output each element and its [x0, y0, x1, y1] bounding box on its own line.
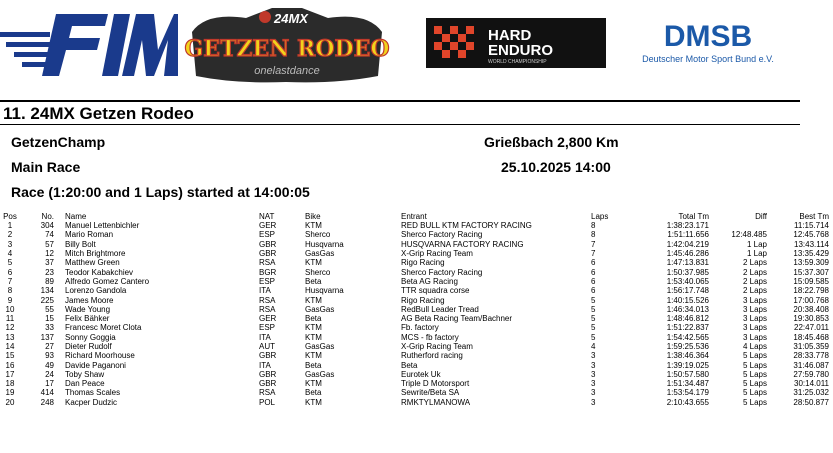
cell-bike: Sherco — [305, 230, 331, 240]
cell-bike: Husqvarna — [305, 239, 344, 249]
cell-laps: 6 — [591, 267, 596, 277]
cell-entrant: Rutherford racing — [401, 351, 463, 361]
cell-total-time: 2:10:43.655 — [666, 397, 709, 407]
col-header-name: Name — [65, 211, 87, 221]
cell-no: 93 — [45, 351, 54, 361]
cell-best-time: 13:59.309 — [793, 258, 829, 268]
cell-name: Toby Shaw — [65, 369, 105, 379]
cell-entrant: RedBull Leader Tread — [401, 304, 479, 314]
hard-enduro-logo — [426, 18, 606, 68]
cell-nat: ESP — [259, 276, 276, 286]
cell-no: 24 — [45, 369, 54, 379]
cell-bike: KTM — [305, 295, 322, 305]
cell-name: Sonny Goggia — [65, 332, 116, 342]
cell-diff: 5 Laps — [742, 379, 767, 389]
svg-text:GETZEN RODEO: GETZEN RODEO — [184, 36, 390, 62]
cell-best-time: 13:35.429 — [793, 249, 829, 259]
cell-best-time: 31:05.359 — [793, 342, 829, 351]
cell-best-time: 12:45.768 — [793, 230, 829, 240]
table-row — [0, 305, 833, 314]
cell-entrant: X-Grip Racing Team — [401, 249, 473, 259]
cell-nat: RSA — [259, 388, 276, 398]
getzen-rodeo-logo — [186, 4, 388, 86]
cell-bike: Husqvarna — [305, 286, 344, 296]
table-row — [0, 323, 833, 332]
cell-laps: 3 — [591, 397, 596, 407]
cell-pos: 1 — [7, 221, 13, 231]
cell-pos: 14 — [5, 342, 15, 351]
cell-diff: 12:48.485 — [731, 230, 767, 240]
cell-nat: GER — [259, 314, 277, 324]
cell-total-time: 1:50:57.580 — [666, 369, 709, 379]
cell-laps: 6 — [591, 286, 596, 296]
cell-laps: 8 — [591, 221, 596, 231]
cell-pos: 6 — [7, 267, 13, 277]
cell-entrant: X-Grip Racing Team — [401, 342, 473, 351]
cell-diff: 5 Laps — [742, 351, 767, 361]
col-header-bike: Bike — [305, 211, 321, 221]
cell-name: Richard Moorhouse — [65, 351, 135, 361]
cell-best-time: 28:50.877 — [793, 397, 829, 407]
cell-nat: GBR — [259, 249, 277, 259]
cell-diff: 5 Laps — [742, 388, 767, 398]
cell-name: Mitch Brightmore — [65, 249, 126, 259]
cell-name: Dan Peace — [65, 379, 105, 389]
cell-best-time: 30:14.011 — [794, 379, 829, 389]
cell-pos: 17 — [5, 369, 15, 379]
cell-bike: KTM — [305, 221, 322, 231]
cell-nat: ESP — [259, 323, 276, 333]
cell-total-time: 1:46:34.013 — [666, 304, 709, 314]
cell-laps: 7 — [591, 249, 596, 259]
cell-best-time: 31:46.087 — [793, 360, 829, 370]
table-row — [0, 388, 833, 397]
cell-pos: 19 — [5, 388, 15, 398]
cell-entrant: MCS - fb factory — [401, 332, 459, 342]
cell-laps: 5 — [591, 295, 596, 305]
cell-no: 248 — [40, 397, 54, 407]
cell-nat: ITA — [259, 332, 271, 342]
cell-entrant: RED BULL KTM FACTORY RACING — [401, 221, 532, 231]
cell-pos: 10 — [5, 304, 15, 314]
cell-total-time: 1:53:40.065 — [666, 276, 709, 286]
dmsb-logo — [618, 18, 798, 66]
cell-nat: RSA — [259, 304, 276, 314]
cell-pos: 12 — [5, 323, 15, 333]
cell-laps: 5 — [591, 323, 596, 333]
cell-name: Teodor Kabakchiev — [65, 267, 134, 277]
cell-name: Billy Bolt — [65, 239, 96, 249]
cell-entrant: Rigo Racing — [401, 258, 445, 268]
cell-total-time: 1:47:13.831 — [666, 258, 709, 268]
results-body — [0, 221, 833, 407]
cell-laps: 5 — [591, 332, 596, 342]
cell-nat: GBR — [259, 239, 277, 249]
cell-pos: 11 — [5, 314, 15, 324]
cell-total-time: 1:50:37.985 — [666, 267, 709, 277]
cell-diff: 1 Lap — [746, 249, 767, 259]
cell-bike: KTM — [305, 351, 322, 361]
cell-nat: AUT — [259, 342, 275, 351]
cell-name: Mario Roman — [65, 230, 114, 240]
table-row — [0, 277, 833, 286]
cell-entrant: HUSQVARNA FACTORY RACING — [401, 239, 524, 249]
table-row — [0, 370, 833, 379]
svg-text:Deutscher Motor Sport Bund e.V: Deutscher Motor Sport Bund e.V. — [642, 54, 774, 64]
cell-diff: 5 Laps — [742, 360, 767, 370]
table-row — [0, 258, 833, 267]
cell-no: 55 — [45, 304, 54, 314]
race-datetime: 25.10.2025 14:00 — [501, 159, 611, 175]
table-row — [0, 314, 833, 323]
cell-name: Lorenzo Gandola — [65, 286, 127, 296]
logo-bar — [0, 0, 800, 92]
cell-total-time: 1:39:19.025 — [666, 360, 709, 370]
cell-diff: 2 Laps — [742, 258, 767, 268]
cell-bike: GasGas — [305, 304, 335, 314]
cell-no: 33 — [45, 323, 54, 333]
col-header-diff: Diff — [755, 211, 767, 221]
cell-laps: 4 — [591, 342, 596, 351]
cell-best-time: 15:37.307 — [793, 267, 829, 277]
cell-entrant: Fb. factory — [401, 323, 439, 333]
cell-diff: 5 Laps — [742, 397, 767, 407]
cell-pos: 2 — [7, 230, 13, 240]
cell-total-time: 1:42:04.219 — [666, 239, 709, 249]
cell-laps: 5 — [591, 304, 596, 314]
race-info: Race (1:20:00 and 1 Laps) started at 14:00:05 — [11, 184, 310, 200]
cell-entrant: Rigo Racing — [401, 295, 445, 305]
cell-entrant: AG Beta Racing Team/Bachner — [401, 314, 513, 324]
cell-bike: GasGas — [305, 342, 335, 351]
table-row — [0, 342, 833, 351]
svg-text:onelastdance: onelastdance — [254, 65, 320, 77]
table-row — [0, 286, 833, 295]
cell-name: Davide Paganoni — [65, 360, 126, 370]
cell-nat: POL — [259, 397, 276, 407]
cell-bike: KTM — [305, 258, 322, 268]
cell-nat: ITA — [259, 360, 271, 370]
cell-entrant: Eurotek Uk — [401, 369, 441, 379]
cell-pos: 13 — [5, 332, 15, 342]
cell-name: Dieter Rudolf — [65, 342, 112, 351]
cell-name: Felix Bähker — [65, 314, 110, 324]
cell-pos: 20 — [5, 397, 15, 407]
cell-name: James Moore — [65, 295, 114, 305]
cell-no: 15 — [45, 314, 54, 324]
cell-total-time: 1:38:23.171 — [666, 221, 709, 231]
table-row — [0, 398, 833, 407]
cell-best-time: 28:33.778 — [793, 351, 829, 361]
results-table — [0, 211, 833, 407]
cell-total-time: 1:51:11.656 — [667, 230, 709, 240]
cell-no: 23 — [45, 267, 54, 277]
cell-entrant: Sherco Factory Racing — [401, 267, 483, 277]
cell-best-time: 27:59.780 — [793, 369, 829, 379]
table-row — [0, 333, 833, 342]
svg-text:ENDURO: ENDURO — [488, 42, 554, 59]
cell-best-time: 31:25.032 — [793, 388, 829, 398]
table-row — [0, 221, 833, 230]
cell-no: 137 — [40, 332, 54, 342]
cell-best-time: 19:30.853 — [793, 314, 829, 324]
cell-bike: Beta — [305, 276, 322, 286]
table-row — [0, 379, 833, 388]
cell-best-time: 15:09.585 — [793, 276, 829, 286]
fim-logo — [0, 10, 178, 80]
cell-laps: 5 — [591, 314, 596, 324]
cell-total-time: 1:51:34.487 — [666, 379, 709, 389]
table-row — [0, 267, 833, 276]
cell-best-time: 17:00.768 — [793, 295, 829, 305]
col-header-no: No. — [41, 211, 54, 221]
cell-bike: Sherco — [305, 267, 331, 277]
svg-text:WORLD CHAMPIONSHIP: WORLD CHAMPIONSHIP — [488, 59, 547, 65]
cell-laps: 3 — [591, 351, 596, 361]
event-title: 11. 24MX Getzen Rodeo — [3, 104, 194, 123]
table-row — [0, 295, 833, 304]
cell-best-time: 13:43.114 — [794, 239, 829, 249]
cell-total-time: 1:40:15.526 — [666, 295, 709, 305]
cell-no: 134 — [40, 286, 54, 296]
cell-entrant: Triple D Motorsport — [401, 379, 470, 389]
svg-text:HARD: HARD — [488, 27, 532, 44]
cell-nat: BGR — [259, 267, 277, 277]
cell-laps: 6 — [591, 258, 596, 268]
cell-no: 37 — [45, 258, 54, 268]
col-header-nat: NAT — [259, 211, 275, 221]
cell-bike: Beta — [305, 388, 322, 398]
cell-laps: 7 — [591, 239, 596, 249]
cell-name: Wade Young — [65, 304, 111, 314]
cell-diff: 4 Laps — [742, 342, 767, 351]
cell-pos: 7 — [7, 276, 13, 286]
cell-best-time: 18:45.468 — [793, 332, 829, 342]
cell-pos: 15 — [5, 351, 15, 361]
cell-diff: 2 Laps — [742, 267, 767, 277]
table-row — [0, 230, 833, 239]
cell-bike: Beta — [305, 314, 322, 324]
cell-laps: 3 — [591, 388, 596, 398]
cell-entrant: Beta — [401, 360, 418, 370]
cell-nat: GBR — [259, 379, 277, 389]
cell-no: 304 — [40, 221, 54, 231]
cell-entrant: RMKTYLMANOWA — [401, 397, 471, 407]
cell-entrant: Beta AG Racing — [401, 276, 458, 286]
cell-no: 89 — [45, 276, 54, 286]
cell-laps: 3 — [591, 369, 596, 379]
cell-total-time: 1:45:46.286 — [666, 249, 709, 259]
divider-title — [0, 124, 800, 125]
cell-bike: KTM — [305, 323, 322, 333]
cell-best-time: 22:47.011 — [794, 323, 829, 333]
cell-no: 17 — [45, 379, 54, 389]
col-header-total-time: Total Tm — [678, 211, 709, 221]
cell-laps: 8 — [591, 230, 596, 240]
cell-diff: 3 Laps — [742, 332, 767, 342]
series-name: GetzenChamp — [11, 134, 106, 150]
cell-laps: 6 — [591, 276, 596, 286]
table-row — [0, 249, 833, 258]
cell-diff: 5 Laps — [742, 369, 767, 379]
cell-no: 49 — [45, 360, 54, 370]
svg-text:24MX: 24MX — [274, 11, 308, 26]
cell-best-time: 18:22.798 — [793, 286, 829, 296]
cell-total-time: 1:38:46.364 — [666, 351, 709, 361]
race-name: Main Race — [11, 159, 81, 175]
cell-total-time: 1:54:42.565 — [666, 332, 709, 342]
cell-no: 57 — [45, 239, 54, 249]
cell-laps: 3 — [591, 360, 596, 370]
cell-name: Manuel Lettenbichler — [65, 221, 140, 231]
cell-nat: GER — [259, 221, 277, 231]
divider-top — [0, 100, 800, 102]
col-header-best-time: Best Tm — [799, 211, 829, 221]
table-row — [0, 240, 833, 249]
table-row — [0, 351, 833, 360]
cell-pos: 9 — [7, 295, 13, 305]
cell-name: Francesc Moret Clota — [65, 323, 142, 333]
cell-diff: 3 Laps — [742, 314, 767, 324]
cell-best-time: 11:15.714 — [794, 221, 829, 231]
cell-diff: 2 Laps — [742, 276, 767, 286]
cell-pos: 8 — [7, 286, 13, 296]
cell-no: 74 — [45, 230, 54, 240]
svg-text:DMSB: DMSB — [663, 20, 753, 53]
cell-pos: 16 — [5, 360, 15, 370]
cell-bike: KTM — [305, 397, 322, 407]
cell-entrant: Sherco Factory Racing — [401, 230, 483, 240]
col-header-pos: Pos — [3, 211, 17, 221]
cell-name: Alfredo Gomez Cantero — [65, 276, 150, 286]
cell-pos: 3 — [7, 239, 13, 249]
cell-total-time: 1:48:46.812 — [666, 314, 709, 324]
col-header-entrant: Entrant — [401, 211, 427, 221]
cell-best-time: 20:38.408 — [793, 304, 829, 314]
table-row — [0, 360, 833, 369]
cell-pos: 4 — [7, 249, 13, 259]
cell-diff: 2 Laps — [742, 286, 767, 296]
cell-entrant: TTR squadra corse — [401, 286, 470, 296]
cell-bike: KTM — [305, 332, 322, 342]
cell-diff: 3 Laps — [742, 295, 767, 305]
cell-pos: 5 — [7, 258, 13, 268]
cell-name: Kacper Dudzic — [65, 397, 118, 407]
cell-nat: RSA — [259, 258, 276, 268]
cell-nat: ITA — [259, 286, 271, 296]
cell-bike: Beta — [305, 360, 322, 370]
cell-diff: 3 Laps — [742, 304, 767, 314]
cell-name: Thomas Scales — [65, 388, 121, 398]
cell-bike: GasGas — [305, 249, 335, 259]
cell-pos: 18 — [5, 379, 15, 389]
cell-nat: GBR — [259, 369, 277, 379]
cell-diff — [709, 221, 767, 230]
cell-entrant: Sewrite/Beta SA — [401, 388, 460, 398]
cell-name: Matthew Green — [65, 258, 120, 268]
col-header-laps: Laps — [591, 211, 609, 221]
cell-bike: GasGas — [305, 369, 335, 379]
cell-nat: GBR — [259, 351, 277, 361]
results-header-row — [0, 211, 833, 221]
cell-total-time: 1:59:25.536 — [666, 342, 709, 351]
cell-diff: 1 Lap — [746, 239, 767, 249]
cell-bike: KTM — [305, 379, 322, 389]
cell-nat: RSA — [259, 295, 276, 305]
cell-no: 27 — [45, 342, 54, 351]
cell-no: 225 — [40, 295, 54, 305]
cell-diff: 3 Laps — [742, 323, 767, 333]
cell-no: 414 — [40, 388, 54, 398]
location: Grießbach 2,800 Km — [484, 134, 619, 150]
cell-total-time: 1:56:17.748 — [666, 286, 709, 296]
cell-total-time: 1:51:22.837 — [666, 323, 709, 333]
cell-laps: 3 — [591, 379, 596, 389]
cell-no: 12 — [45, 249, 54, 259]
cell-nat: ESP — [259, 230, 276, 240]
cell-total-time: 1:53:54.179 — [666, 388, 709, 398]
